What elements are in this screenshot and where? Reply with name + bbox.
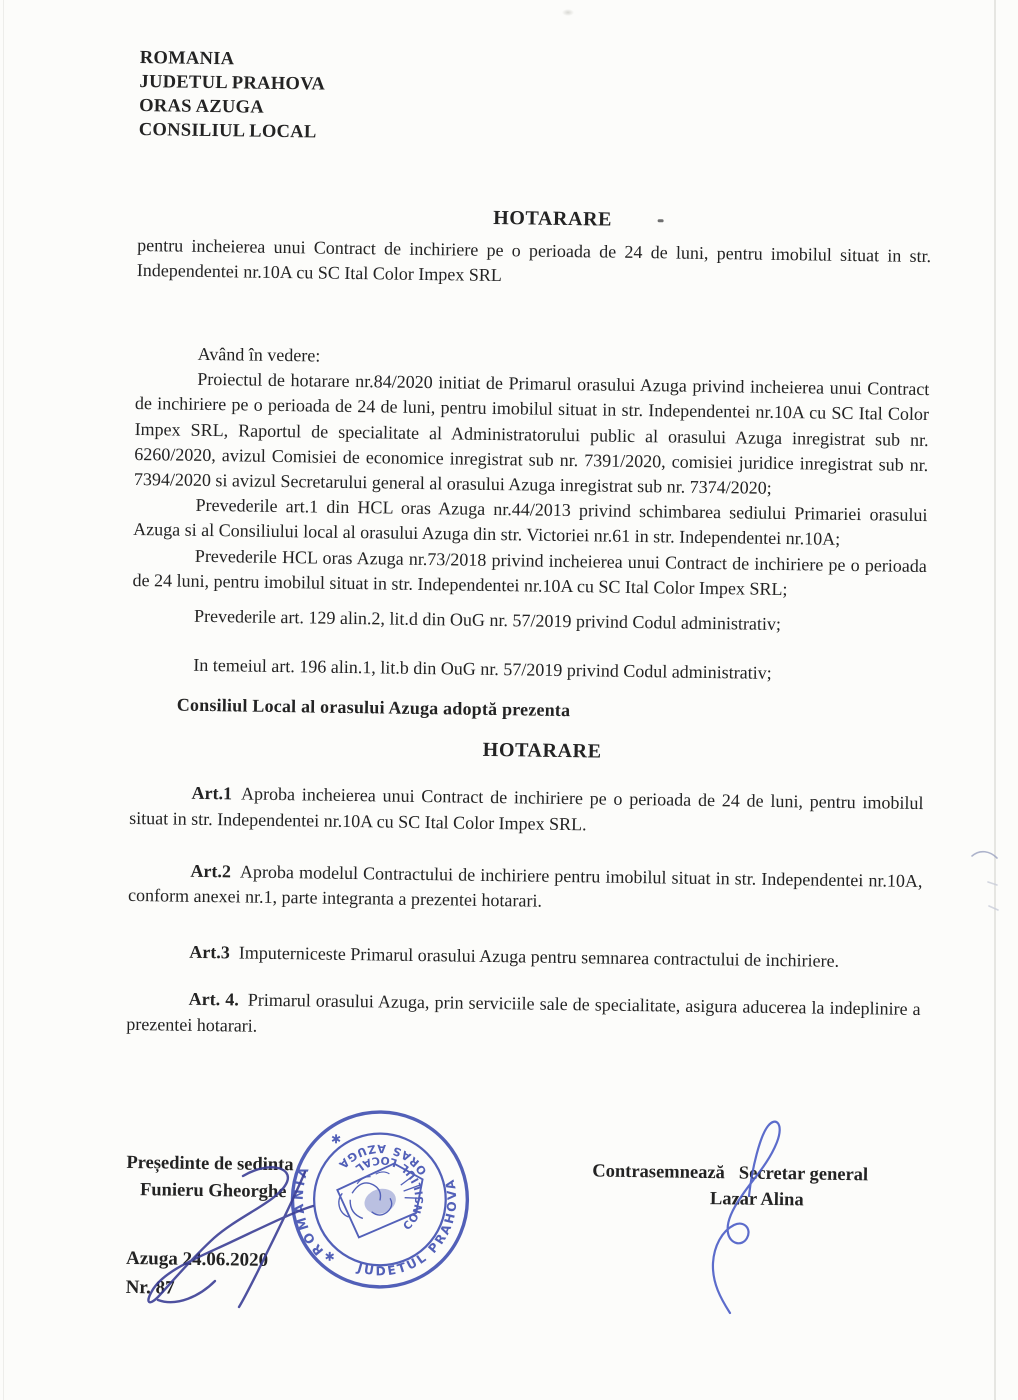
stamp-star-top-left: ✱ [330, 1132, 342, 1147]
document-title [138, 202, 932, 236]
president-name: Funieru Gheorghe [139, 1180, 287, 1203]
recital-project: Proiectul de hotarare nr.84/2020 initiat de Primarul orasului Azuga privind incheierea unui Contract de inchiriere pe o perioada de 24 de luni, pentru imobilul situat in str. Independentei nr.10A cu SC Ital Color Impex SRL, Raportul de specialitate al Administratorului public al orasului Azuga inregistrat sub nr. 6260/2020, avizul Comisiei de economice inregistrat sub nr. 7391/2020, comisiei juridice inregistrat sub nr. 7394/2020 si avizul Secretarului general al orasului Azuga inregistrat sub nr. 7374/2020; [133, 369, 930, 498]
header-city: ORAS AZUGA [139, 95, 265, 118]
secretary-role: Secretar general [738, 1163, 869, 1186]
scan-edge-artifact-right [994, 0, 996, 1400]
place-date-block [125, 1244, 268, 1304]
place-and-date: Azuga 24.06.2020 [125, 1247, 269, 1271]
svg-text:ROMANIA [290, 1162, 328, 1258]
recital-hcl-44-2013: Prevederile art.1 din HCL oras Azuga nr.44/2013 privind schimbarea sediului Primariei orasului Azuga si al Consiliului local al orasului Azuga din str. Victoriei nr.61 in str. Independentei nr.10A; [133, 495, 928, 550]
issuing-authority-header [139, 46, 934, 153]
article-1-label: Art.1 [191, 783, 233, 804]
header-country: ROMANIA [139, 47, 235, 70]
scan-smudge [562, 9, 574, 16]
article-2 [128, 858, 923, 919]
secretary-signature-block [592, 1158, 869, 1214]
adoption-line: Consiliul Local al orasului Azuga adoptă prezenta [176, 695, 571, 721]
secretary-name: Lazar Alina [709, 1189, 804, 1211]
article-3-text: Imputerniceste Primarul orasului Azuga pentru semnarea contractului de inchiriere. [238, 942, 840, 972]
countersign-label: Contrasemnează [592, 1161, 726, 1184]
stamp-council-text: CONSILIUL LOCAL [351, 1153, 427, 1233]
recital-art-129: Prevederile art. 129 alin.2, lit.d din OuG nr. 57/2019 privind Codul administrativ; [193, 605, 782, 635]
article-3-label: Art.3 [189, 942, 230, 963]
article-1-text: Aproba incheierea unui Contract de inchiriere pe o perioada de 24 de luni, pentru imobilul situat in str. Independentei nr.10A cu SC Ital Color Impex SRL. [129, 783, 924, 834]
recital-art-196: In temeiul art. 196 alin.1, lit.b din OuG nr. 57/2019 privind Codul administrativ; [193, 655, 772, 684]
council-round-stamp [285, 1104, 476, 1295]
article-4-text: Primarul orasului Azuga, prin serviciile sale de specialitate, asigura aducerea la indeplinire a prezentei hotarari. [126, 990, 921, 1036]
decision-title: HOTARARE [482, 739, 602, 763]
header-council: CONSILIUL LOCAL [138, 119, 317, 143]
president-signature-block [126, 1150, 294, 1206]
stamp-county-text: JUDETUL PRAHOVA [355, 1176, 460, 1279]
president-role: Președinte de sedinta [126, 1152, 294, 1176]
document-body [121, 46, 934, 1397]
header-county: JUDETUL PRAHOVA [139, 71, 326, 95]
stamp-city-text: ORAS AZUGA [334, 1141, 430, 1178]
decision-number: Nr. 87 [125, 1276, 175, 1299]
scan-dot [658, 219, 664, 222]
article-2-text: Aproba modelul Contractului de inchiriere pentru imobilul situat in str. Independentei nr.10A, conform anexei nr.1, parte integranta a prezentei hotarari. [128, 861, 923, 911]
recital-hcl-73-2018: Prevederile HCL oras Azuga nr.73/2018 privind incheierea unui Contract de inchiriere pe o perioada de 24 luni, pentru imobilul situat in str. Independentei nr.10A cu SC Ital Color Impex SRL; [132, 545, 927, 599]
scan-edge-artifact-left [3, 0, 4, 1400]
article-3 [127, 939, 921, 975]
countersign-row [592, 1158, 868, 1188]
article-4-label: Art. 4. [188, 989, 239, 1010]
document-subtitle: pentru incheierea unui Contract de inchiriere pe o perioada de 24 de luni, pentru imobilul situat in str. Independentei nr.10A cu SC Ital Color Impex SRL [136, 234, 932, 286]
stamp-star-bottom-left: ✱ [324, 1249, 335, 1264]
article-2-label: Art.2 [190, 860, 232, 882]
article-4 [126, 986, 921, 1047]
article-1 [129, 780, 924, 841]
stamp-country-text: ROMANIA [290, 1162, 327, 1259]
document-title-text: HOTARARE [493, 206, 613, 231]
preamble-intro: Având în vedere: [197, 343, 321, 366]
